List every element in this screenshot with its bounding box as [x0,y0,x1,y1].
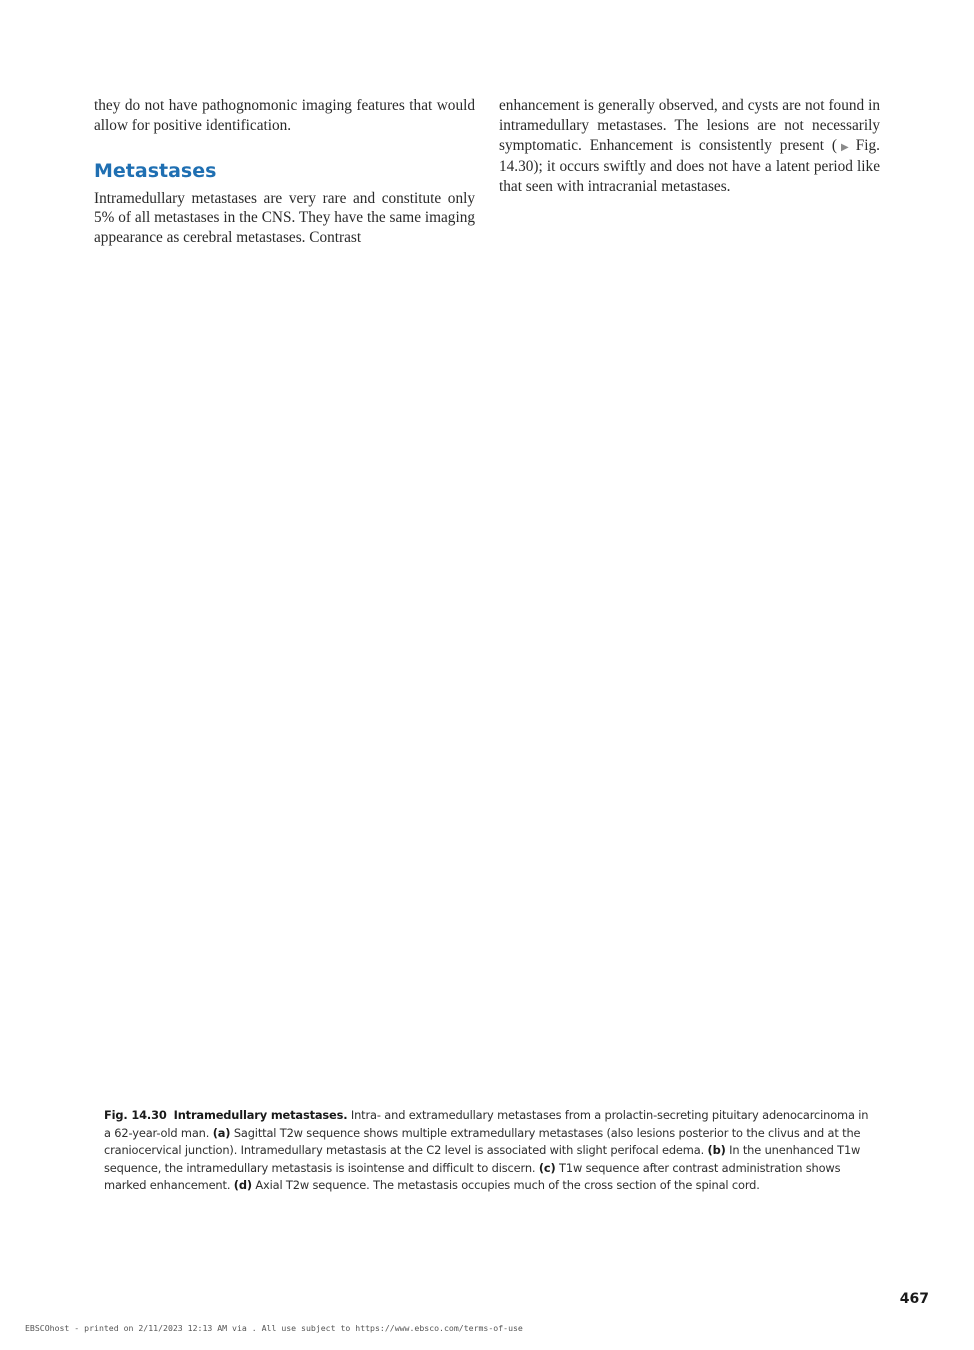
body-text: enhancement is generally observed, and cysts are not found in intramedullary metastases. The lesions are not necessarily symptomatic. Enhancement is consistently present ( [499,97,880,154]
panel-label: (b) [707,1143,726,1158]
page-number: 467 [899,1291,929,1307]
figure-image-area [94,262,880,1092]
right-text-column [499,96,880,197]
figure-caption [104,1107,872,1195]
figure-title: Intramedullary metastases. [173,1108,348,1122]
body-paragraph: they do not have pathognomonic imaging features that would allow for positive identification. [94,97,475,134]
figure-reference-arrow-icon: ▶ [836,141,853,153]
panel-label: (d) [233,1178,252,1193]
figure-reference-link[interactable]: Fig. 14.30 [499,136,880,176]
panel-label: (c) [538,1160,556,1175]
section-heading: Metastases [94,159,217,182]
body-text: ); it occurs swiftly and does not have a latent period like that seen with intracranial metastases. [499,158,880,196]
left-text-column [94,96,475,248]
caption-text: In the unenhanced T1w sequence, the intramedullary metastasis is isointense and difficult to discern. [104,1143,861,1175]
body-paragraph [499,96,880,197]
print-footer: EBSCOhost - printed on 2/11/2023 12:13 AM via . All use subject to https://www.ebsco.com/terms-of-use [25,1323,523,1333]
panel-label: (a) [212,1125,231,1140]
caption-text: Sagittal T2w sequence shows multiple extramedullary metastases (also lesions posterior to the clivus and at the craniocervical junction). Intramedullary metastasis at the C2 level is associated with slight perifocal edema. [104,1125,861,1158]
caption-text: Axial T2w sequence. The metastasis occupies much of the cross section of the spinal cord. [251,1178,760,1193]
body-paragraph: Intramedullary metastases are very rare and constitute only 5% of all metastases in the CNS. They have the same imaging appearance as cerebral metastases. Contrast [94,189,475,247]
figure-label: Fig. 14.30 [104,1108,167,1122]
caption-text: Intra- and extramedullary metastases from a prolactin-secreting pituitary adenocarcinoma in a 62-year-old man. [104,1108,869,1140]
caption-text: T1w sequence after contrast administration shows marked enhancement. [104,1160,841,1193]
